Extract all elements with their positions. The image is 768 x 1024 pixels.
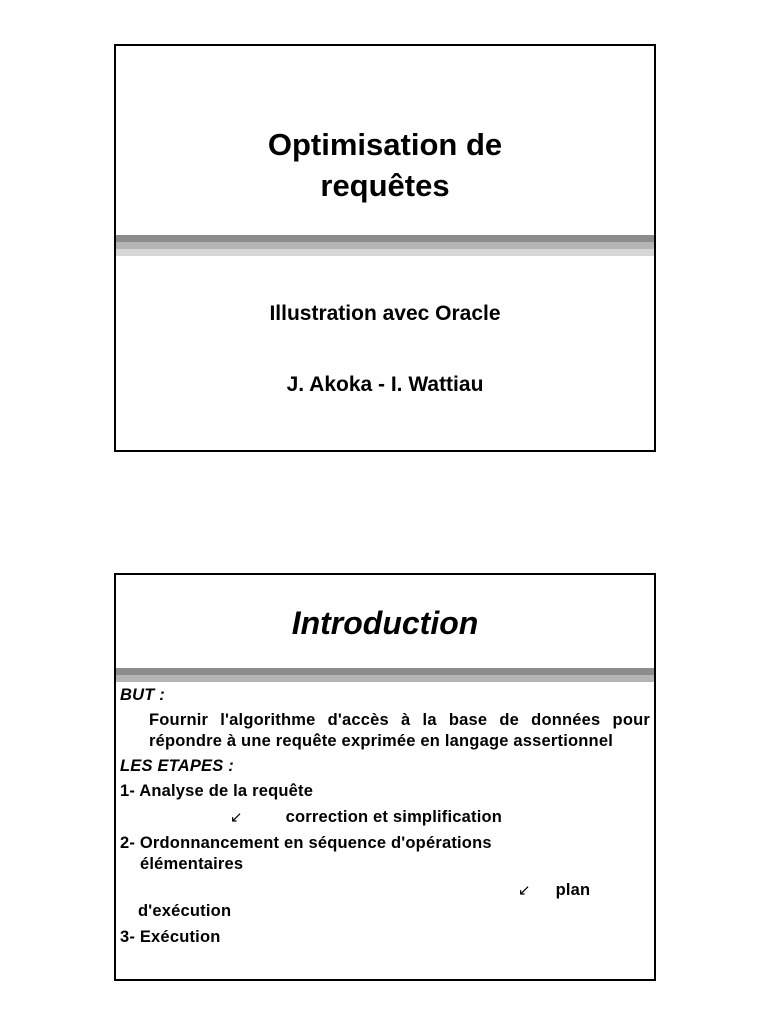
but-text: Fournir l'algorithme d'accès à la base de données pour répondre à une requête exprimée en langage assertionnel bbox=[149, 711, 650, 750]
slide-body bbox=[120, 685, 650, 953]
slide-subtitle: Illustration avec Oracle bbox=[269, 302, 501, 325]
step-3: 3- Exécution bbox=[120, 928, 221, 946]
step-1: 1- Analyse de la requête bbox=[120, 782, 314, 800]
step-2 bbox=[120, 833, 650, 875]
title-line-2: requêtes bbox=[320, 168, 450, 203]
title-divider bbox=[116, 235, 654, 256]
step-1-result-text: correction et simplification bbox=[285, 808, 503, 826]
slide-title bbox=[114, 44, 656, 452]
slide-title-heading bbox=[116, 124, 654, 206]
slide-heading: Introduction bbox=[291, 605, 479, 641]
but-label: BUT : bbox=[120, 686, 165, 704]
slide-introduction bbox=[114, 573, 656, 981]
slide-authors: J. Akoka - I. Wattiau bbox=[286, 373, 484, 396]
etapes-label: LES ETAPES : bbox=[120, 757, 234, 775]
title-line-1: Optimisation de bbox=[267, 127, 503, 162]
step-2-line-1: 2- Ordonnancement en séquence d'opérations bbox=[120, 834, 492, 852]
step-2-result-a: plan bbox=[555, 881, 591, 899]
step-1-result bbox=[120, 807, 650, 828]
arrow-down-left-icon: ↙ bbox=[518, 882, 531, 899]
step-2-line-2: élémentaires bbox=[140, 855, 244, 873]
arrow-down-left-icon: ↙ bbox=[230, 809, 243, 826]
step-2-result bbox=[120, 880, 650, 901]
step-2-result-b: d'exécution bbox=[138, 902, 232, 920]
heading-divider bbox=[116, 668, 654, 682]
